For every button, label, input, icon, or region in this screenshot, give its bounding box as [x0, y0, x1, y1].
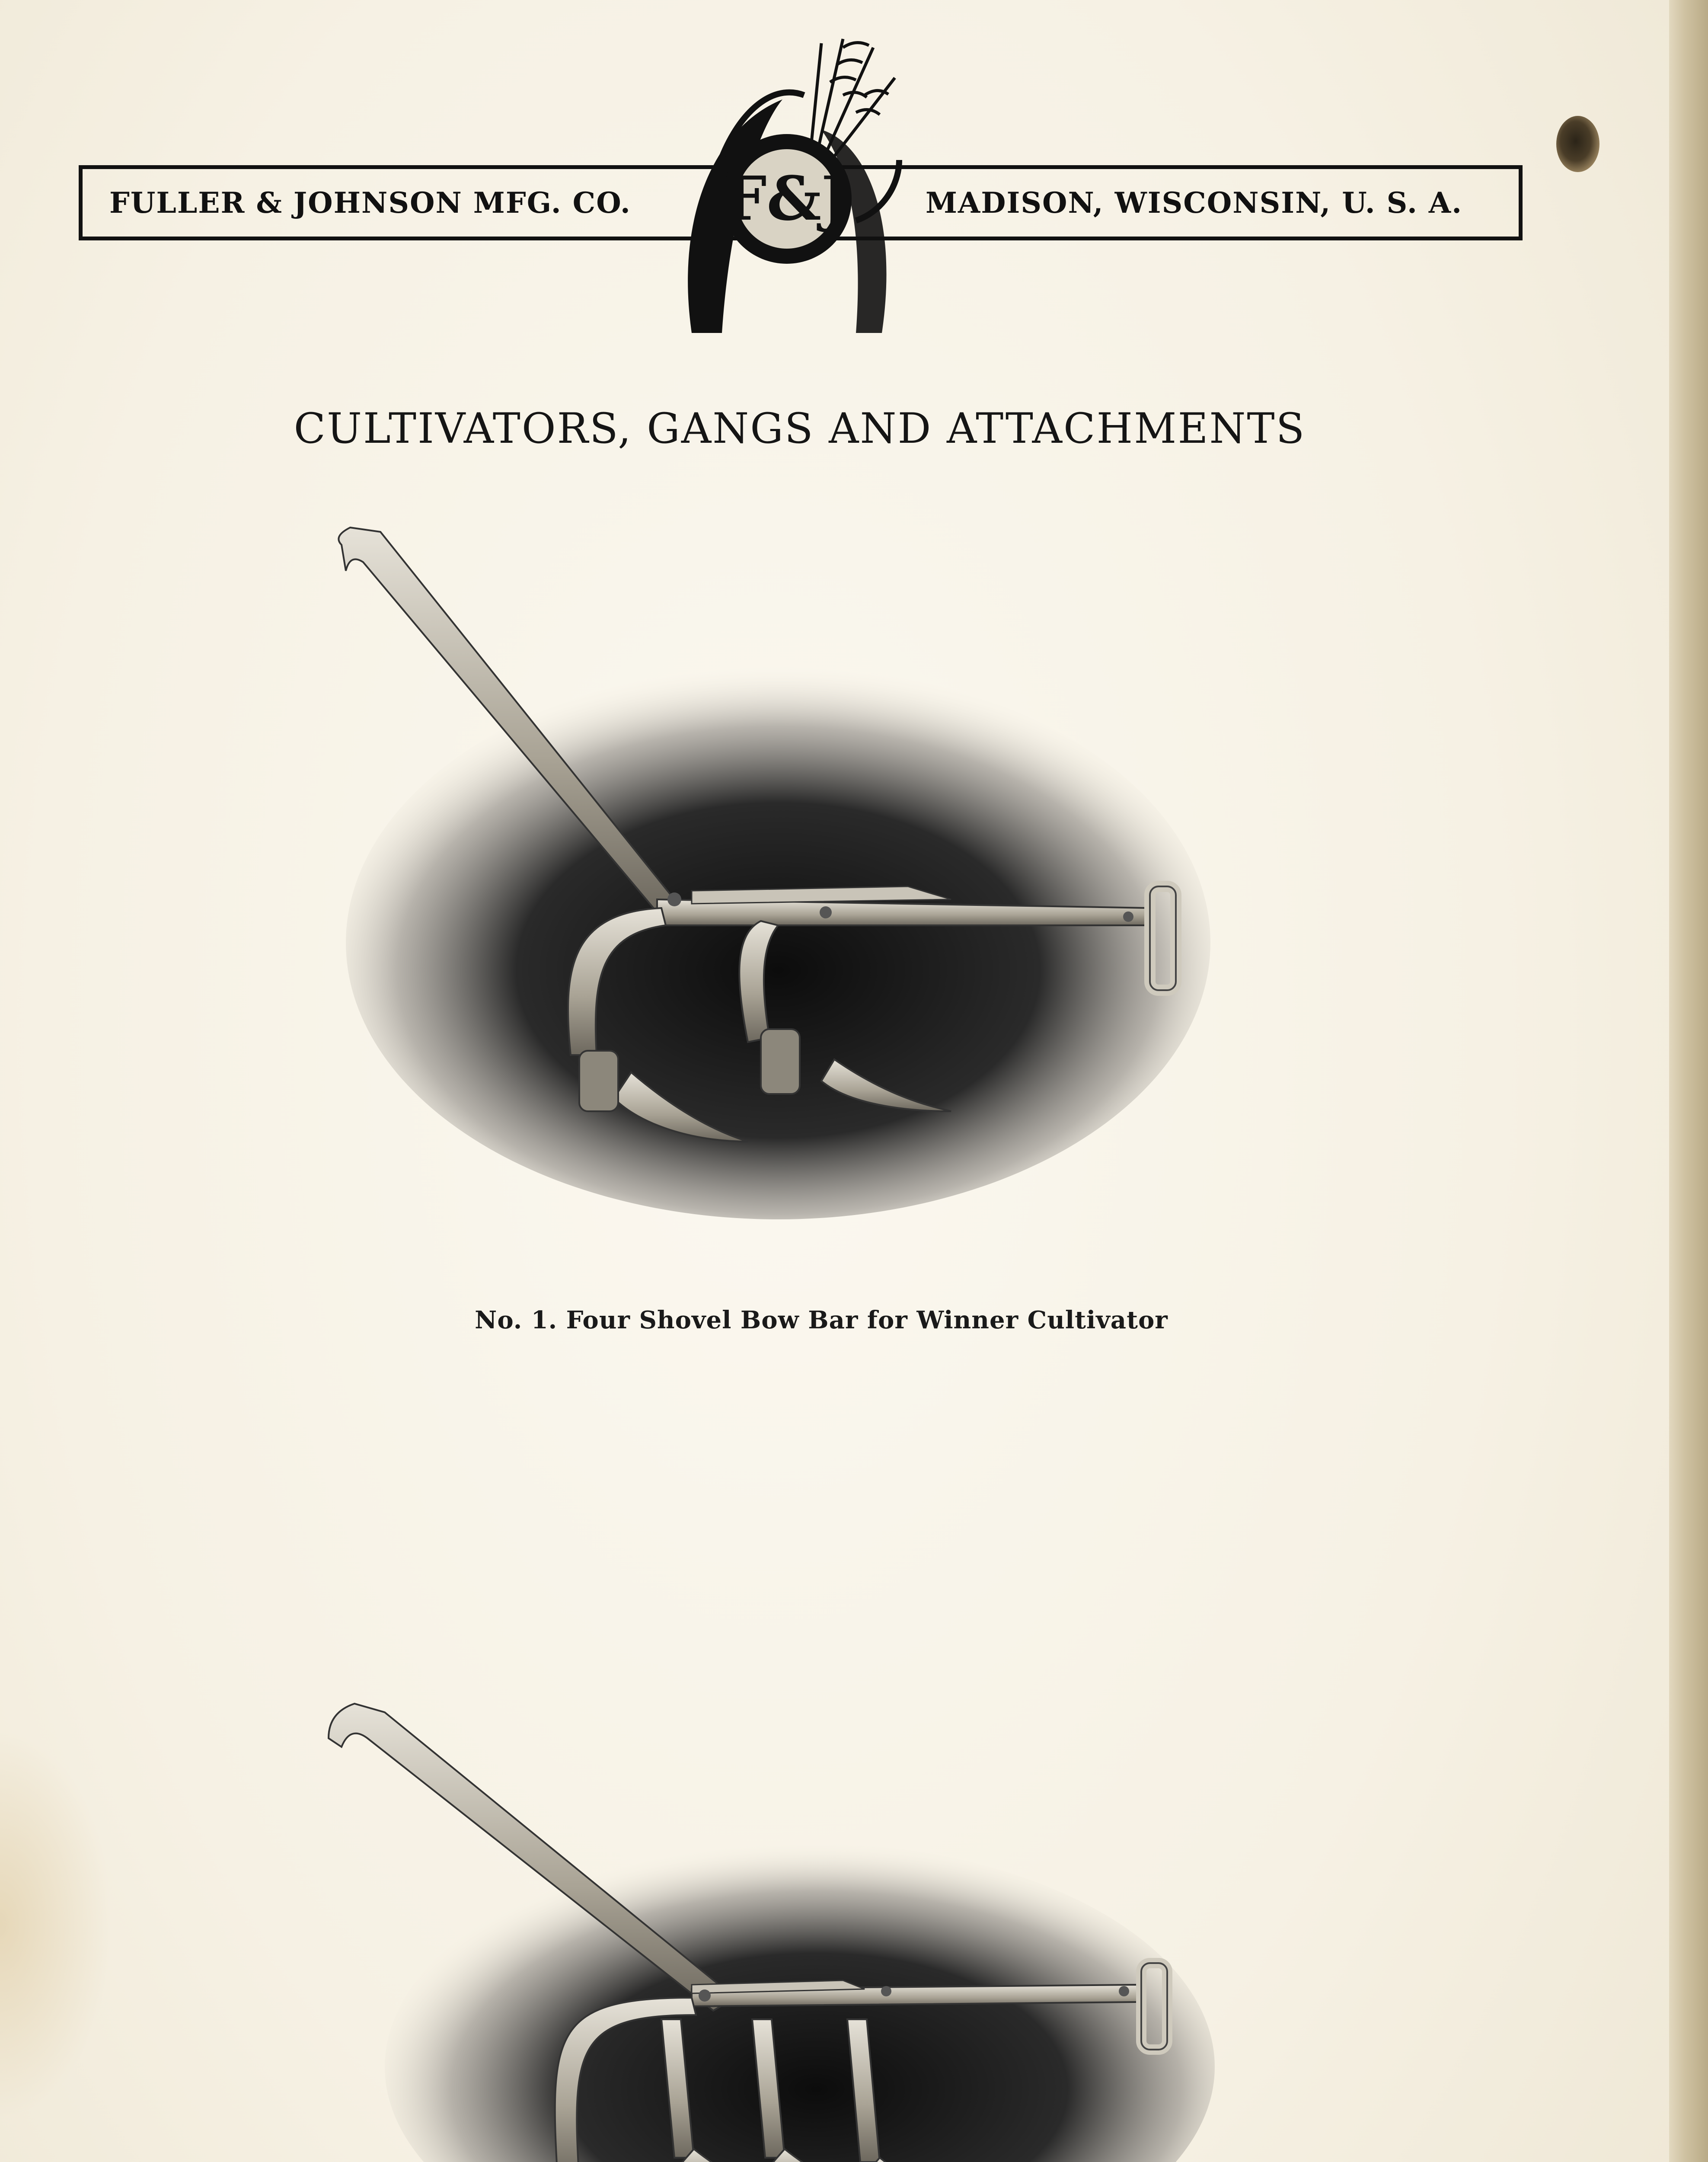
four-shovel-bow-bar-illustration	[303, 510, 1262, 1289]
paper-stain	[0, 1730, 112, 2119]
figure-1-caption: No. 1. Four Shovel Bow Bar for Winner Cultivator	[475, 1306, 1168, 1334]
company-location: MADISON, WISCONSIN, U. S. A.	[926, 186, 1463, 220]
fj-logo	[640, 30, 934, 368]
svg-text:F&J: F&J	[723, 163, 850, 234]
eight-shovel-eagle-claw-bow-bar-illustration	[303, 1686, 1262, 2162]
page-title: CULTIVATORS, GANGS AND ATTACHMENTS	[294, 404, 1306, 453]
punch-hole	[1556, 116, 1599, 172]
company-name: FULLER & JOHNSON MFG. CO.	[109, 186, 631, 220]
page-binding-edge	[1669, 0, 1708, 2162]
